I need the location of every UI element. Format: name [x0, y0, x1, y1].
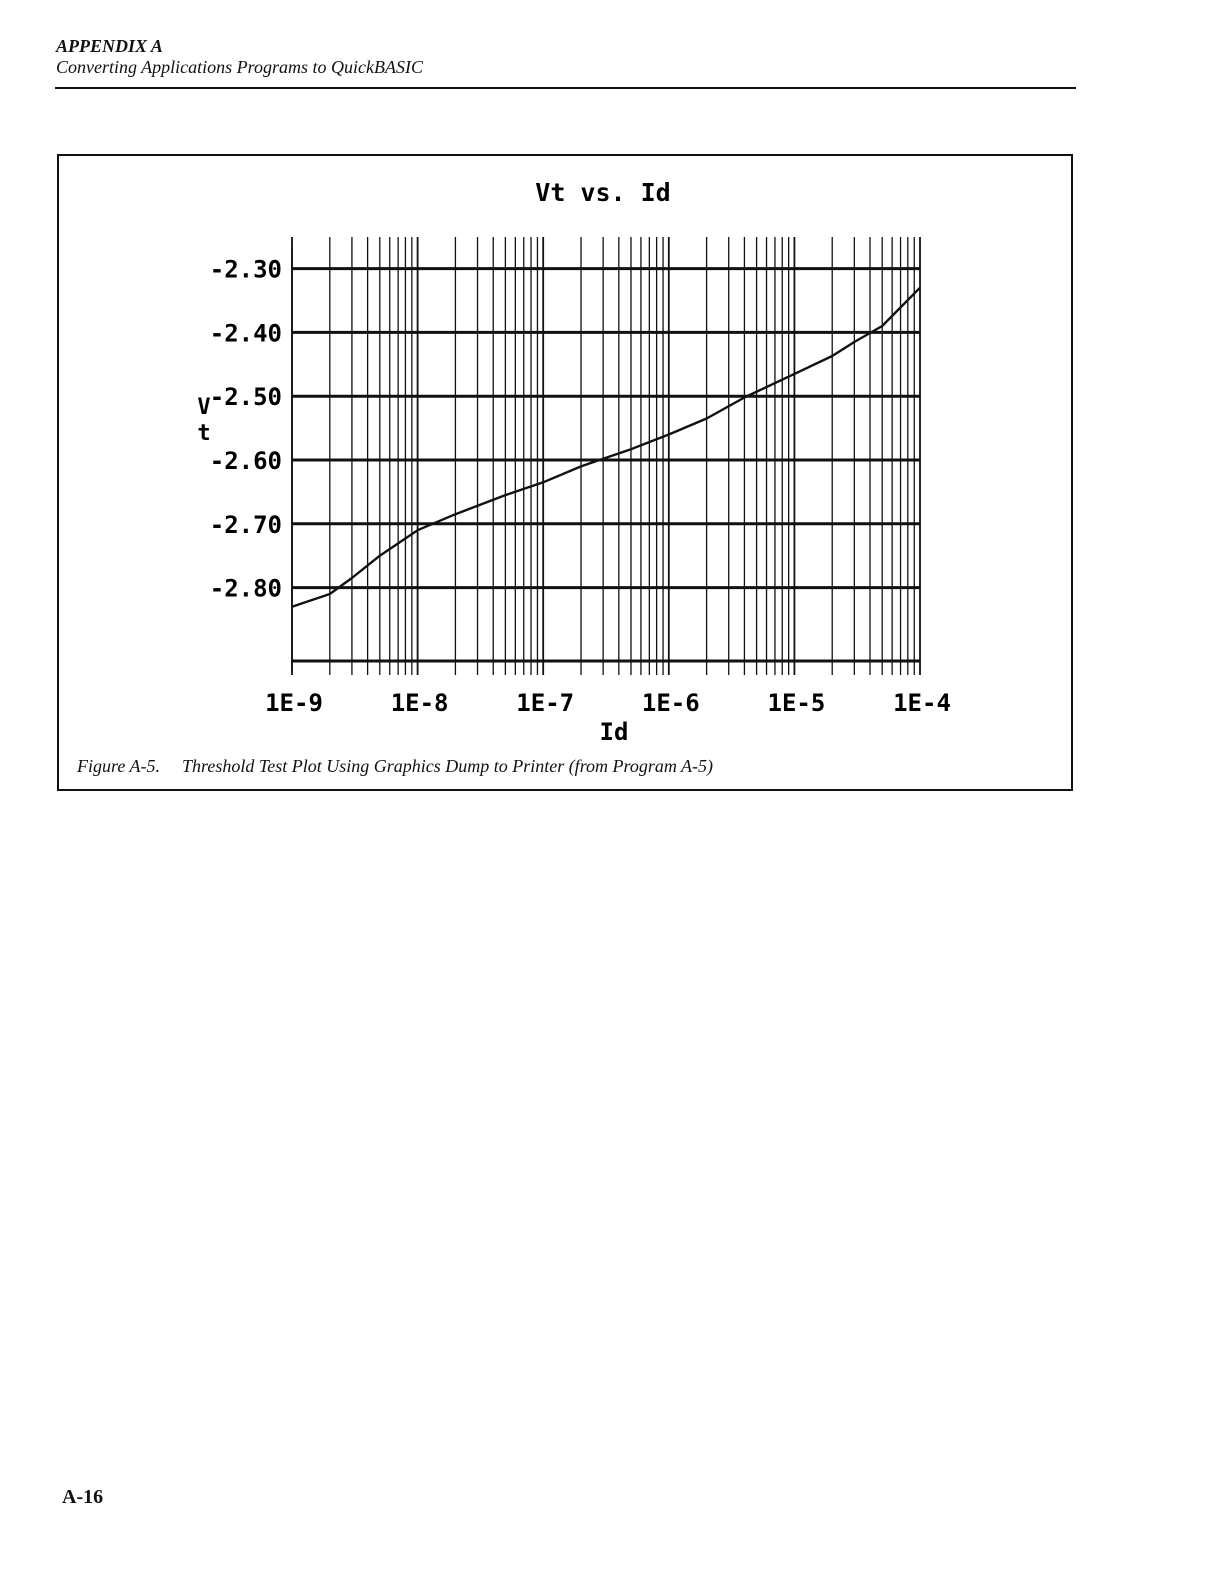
- x-tick-label: 1E-4: [893, 689, 951, 717]
- x-tick-label: 1E-9: [265, 689, 323, 717]
- figure-box: [57, 154, 1073, 791]
- y-tick-label: -2.60: [209, 447, 282, 475]
- y-axis-title: V t: [197, 395, 211, 446]
- x-tick-label: 1E-6: [641, 689, 700, 717]
- page-number: A-16: [62, 1486, 104, 1508]
- y-tick-label: -2.50: [209, 383, 282, 412]
- caption-text: Threshold Test Plot Using Graphics Dump to Printer (from Program A-5): [182, 756, 714, 776]
- y-tick-label: -2.30: [209, 255, 282, 284]
- y-tick-label: -2.40: [209, 319, 282, 348]
- x-tick-label: 1E-7: [516, 689, 575, 717]
- chart-title: Vt vs. Id: [535, 178, 671, 207]
- header-rule: [55, 87, 1076, 89]
- x-tick-label: 1E-8: [390, 689, 449, 717]
- series-line-vt: [292, 288, 920, 607]
- x-axis-title: Id: [599, 718, 629, 746]
- chart: [59, 156, 1071, 751]
- appendix-label: APPENDIX A: [56, 36, 163, 56]
- y-tick-label: -2.80: [209, 574, 282, 603]
- x-tick-label: 1E-5: [767, 689, 826, 717]
- caption-number: Figure A-5.: [77, 756, 160, 776]
- y-tick-label: -2.70: [209, 510, 282, 539]
- page-header: [56, 36, 1076, 78]
- figure-caption: [77, 756, 713, 777]
- appendix-subtitle: Converting Applications Programs to QuickBASIC: [56, 57, 423, 77]
